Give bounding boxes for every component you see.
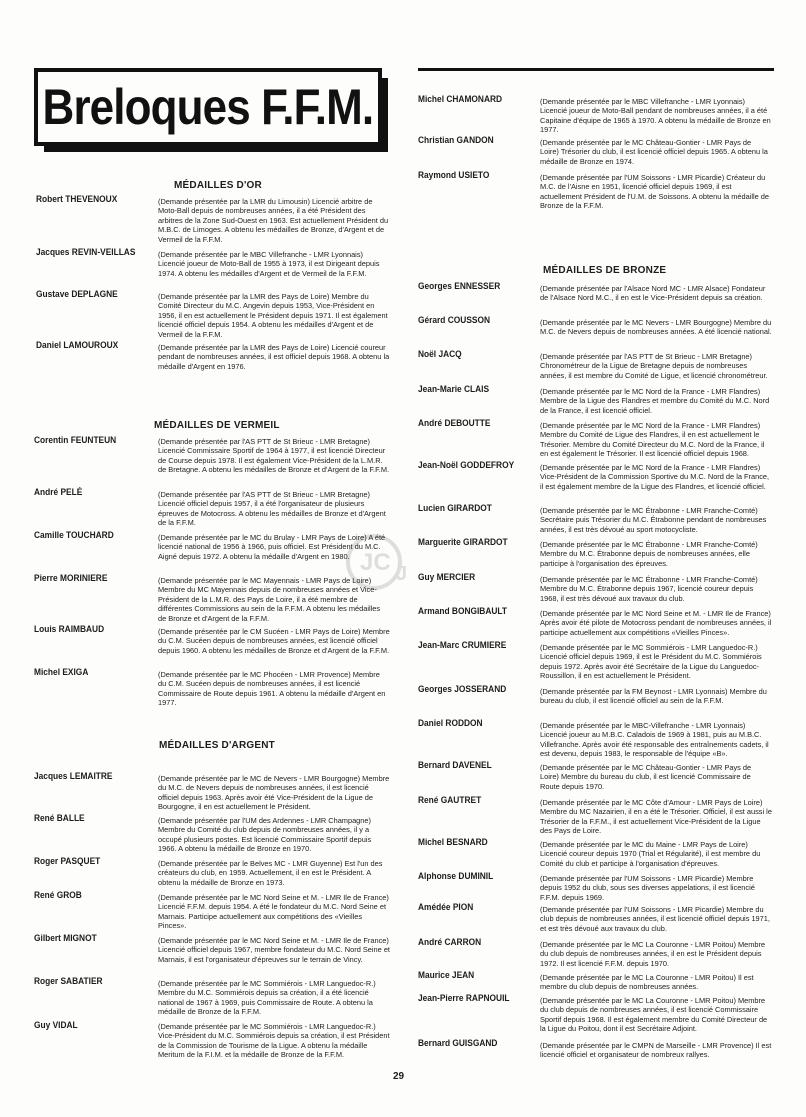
recipient-description: (Demande présentée par le MC Château-Gontier - LMR Pays de Loire) Membre du bureau du club, il est licencié Commissaire de Route depuis 1970. [540,763,752,791]
recipient-name: Jean-Noël GODDEFROY [418,460,515,471]
recipient-description: (Demande présentée par le MC Sommiérois - LMR Languedoc-R.) Vice-Président du M.C. Sommiérois depuis sa création, il est Président de la Commission de Tourisme de la Ligue. A obtenu la médaille Meritum de la F.I.M. et la médaille de Bronze de la F.F.M. [158,1022,390,1060]
recipient-name: Amédée PION [418,902,474,913]
recipient-description: (Demande présentée par le MC du Maine - LMR Pays de Loire) Licencié coureur depuis 1970 (Trial et Régularité), il est membre du Comité du club et participe à l'organisation d'épreuves. [540,840,761,868]
heading-medailles-vermeil: MÉDAILLES DE VERMEIL [154,420,280,431]
recipient-name: René GAUTRET [418,795,482,806]
recipient-name: Armand BONGIBAULT [418,606,508,617]
recipient-description: (Demande présentée par l'Alsace Nord MC - LMR Alsace) Fondateur de l'Alsace Nord M.C., il en est le Vice-Président depuis sa création. [540,284,766,303]
heading-medailles-or: MÉDAILLES D'OR [174,180,262,191]
recipient-name: Gustave DEPLAGNE [36,289,118,300]
svg-text:J: J [396,563,408,585]
page-title: Breloques F.F.M. [42,79,374,135]
recipient-name: Camille TOUCHARD [34,530,114,541]
recipient-name: Georges ENNESSER [418,281,501,292]
top-rule [418,68,774,71]
recipient-description: (Demande présentée par le MC Nord Seine et M. - LMR Ile de France) Après avoir été pilote de Motocross pendant de nombreuses années, il participe actuellement aux compétitions «Vieilles Pinces». [540,609,772,637]
recipient-description: (Demande présentée par le MBC-Villefranche - LMR Lyonnais) Licencié joueur au M.B.C. Caladois de 1969 à 1981, puis au M.B.C. Villefranche. Après avoir été responsable des entraînements cadets, il est devenu, depuis 1983, le responsable de l'équipe «B». [540,721,769,759]
recipient-name: Bernard DAVENEL [418,760,492,771]
recipient-description: (Demande présentée par le MC La Couronne - LMR Poitou) Membre du club depuis de nombreuses années, il en est le Président depuis 1972. Il est licencié F.F.M. depuis 1970. [540,940,766,968]
recipient-name: Noël JACQ [418,349,462,360]
recipient-description: (Demande présentée par le MC Côte d'Amour - LMR Pays de Loire) Membre du MC Nazairien, il en a été le Trésorier. Officiel, il est aussi le Trésorier de la F.F.M., il est actuellement Vice-Président de la Ligue des Pays de Loire. [540,798,772,836]
recipient-description: (Demande présentée par l'AS PTT de St Brieuc - LMR Bretagne) Chronométreur de la Ligue de Bretagne depuis de nombreuses années, il est membre du Comité de Ligue, et licencié chronométreur. [540,352,768,380]
recipient-name: Lucien GIRARDOT [418,503,492,514]
recipient-name: Roger PASQUET [34,856,101,867]
recipient-description: (Demande présentée par le MC Nord Seine et M. - LMR Ile de France) Licencié F.F.M. depuis 1954. A été le fondateur du M.C. Nord Seine et Marnais. Participe actuellement aux compétitions des «Vieilles Pinces». [158,893,389,931]
recipient-name: Jacques REVIN-VEILLAS [36,247,136,258]
recipient-description: (Demande présentée par le MC Mayennais - LMR Pays de Loire) Membre du MC Mayennais depuis de nombreuses années et Vice-Président de la L.M.R. des Pays de Loire, il a été membre de différentes Commissions au sein de la F.F.M. A obtenu les médailles de Bronze et d'Argent de la F.F.M. [158,576,381,623]
recipient-description: (Demande présentée par la FM Beynost - LMR Lyonnais) Membre du bureau du club, il est licencié officiel au sein de la F.F.M. [540,687,767,706]
recipient-description: (Demande présentée par le MC Phocéen - LMR Provence) Membre du C.M. Sucéen depuis de nombreuses années, il est licencié Commissaire de Route depuis 1961. A obtenu la médaille d'Argent en 1977. [158,670,386,708]
recipient-description: (Demande présentée par l'AS PTT de St Brieuc - LMR Bretagne) Licencié Commissaire Sportif de 1964 à 1977, il est licencié Directeur de Course depuis 1978. Il est également Vice-Président de la L.M.R. de Bretagne. A obtenu les médailles de Bronze et d'Argent de la F.F.M. [158,437,390,475]
recipient-name: Guy MERCIER [418,572,476,583]
title-box [34,68,382,146]
recipient-description: (Demande présentée par le MBC Villefranche - LMR Lyonnais) Licencié joueur de Moto-Ball de 1955 à 1973, il est Dirigeant depuis 1974. A obtenu les médailles d'Argent et de Vermeil de la F.F.M. [158,250,380,278]
recipient-name: Louis RAIMBAUD [34,624,105,635]
recipient-description: (Demande présentée par le MC Nord de la France - LMR Flandres) Membre de la Ligue des Flandres et membre du Comité du M.C. Nord de la France, il est licencié officiel. [540,387,770,415]
recipient-name: Jacques LEMAITRE [34,771,113,782]
recipient-name: Bernard GUISGAND [418,1038,498,1049]
heading-medailles-bronze: MÉDAILLES DE BRONZE [543,265,667,276]
recipient-description: (Demande présentée par la LMR des Pays de Loire) Membre du Comité Directeur du M.C. Angevin depuis 1953, Vice-Président en 1956, il en est actuellement le Président depuis 1971. Il est également licencié officiel depuis 1954. A obtenu les médailles d'Argent et de Vermeil de la F.F.M. [158,292,388,339]
recipient-description: (Demande présentée par le CM Sucéen - LMR Pays de Loire) Membre du C.M. Sucéen depuis de nombreuses années, est licencié officiel depuis 1960. A obtenu les médailles de Bronze et d'Argent de la F.F.M. [158,627,390,655]
recipient-description: (Demande présentée par la LMR du Limousin) Licencié arbitre de Moto-Ball depuis de nombreuses années, il a été Président des arbitres de la Zone Sud-Ouest en 1963. Est actuellement Président du M.B.C. de Limoges. A obtenu les médailles de Bronze, d'Argent et de Vermeil de la F.F.M. [158,197,389,244]
page-number: 29 [393,1071,405,1082]
recipient-name: Maurice JEAN [418,970,475,981]
recipient-name: André CARRON [418,937,482,948]
recipient-description: (Demande présentée par le MC Château-Gontier - LMR Pays de Loire) Trésorier du club, il est licencié officiel depuis 1965. A obtenu la médaille de Bronze en 1974. [540,138,768,166]
recipient-name: André PELÉ [34,487,83,498]
recipient-description: (Demande présentée par l'AS PTT de St Brieuc - LMR Bretagne) Licencié officiel depuis 1957, il a été l'organisateur de plusieurs épreuves de Motocross. A obtenu les médailles de Bronze et d'Argent de la F.F.M. [158,490,386,528]
recipient-description: (Demande présentée par le MC de Nevers - LMR Bourgogne) Membre du M.C. de Nevers depuis de nombreuses années, il est licencié officiel depuis 1963. Après avoir été Vice-Président de la Ligue de Bourgogne, il en est actuellement le Président. [158,774,390,812]
recipient-description: (Demande présentée par le MC Nevers - LMR Bourgogne) Membre du M.C. de Nevers depuis de nombreuses années. A été licencié national. [540,318,772,337]
svg-text:JC: JC [360,549,391,576]
heading-medailles-argent: MÉDAILLES D'ARGENT [159,740,275,751]
recipient-description: (Demande présentée par le CMPN de Marseille - LMR Provence) Il est licencié officiel et organisateur de nombreux rallyes. [540,1041,772,1060]
recipient-description: (Demande présentée par l'UM Soissons - LMR Picardie) Membre du club depuis de nombreuses années, il est licencié officiel depuis 1971, et est très dévoué aux travaux du club. [540,905,770,933]
recipient-name: Jean-Marc CRUMIERE [418,640,507,651]
recipient-name: Christian GANDON [418,135,494,146]
recipient-description: (Demande présentée par le MC Sommiérois - LMR Languedoc-R.) Licencié officiel depuis 1969, il est le Président du M.C. Sommiérois depuis 1972. Après avoir été Secrétaire de la Ligue du Languedoc-Roussillon, il en est actuellement le Président. [540,643,762,681]
recipient-name: Gérard COUSSON [418,315,491,326]
recipient-description: (Demande présentée par l'UM des Ardennes - LMR Champagne) Membre du Comité du club depuis de nombreuses années, il y a occupé plusieurs postes. Est licencié Commissaire Sportif depuis 1966. A obtenu la médaille de Bronze en 1970. [158,816,372,854]
recipient-name: Gilbert MIGNOT [34,933,97,944]
recipient-description: (Demande présentée par le Belves MC - LMR Guyenne) Est l'un des créateurs du club, en 1959. Actuellement, il en est le Président. A obtenu la médaille de Bronze en 1973. [158,859,383,887]
recipient-name: Jean-Marie CLAIS [418,384,490,395]
recipient-description: (Demande présentée par le MC Étrabonne - LMR Franche-Comté) Secrétaire puis Trésorier du M.C. Étrabonne pendant de nombreuses années, il est très dévoué au sport motocycliste. [540,506,767,534]
recipient-name: Raymond USIETO [418,170,490,181]
recipient-description: (Demande présentée par le MC Nord de la France - LMR Flandres) Vice-Président de la Commission Sportive du M.C. Nord de la France, il est également membre de la Ligue des Flandres, et licencié officiel. [540,463,770,491]
recipient-name: Michel EXIGA [34,667,89,678]
recipient-name: Daniel LAMOUROUX [36,340,119,351]
recipient-name: Alphonse DUMINIL [418,871,494,882]
recipient-description: (Demande présentée par le MC du Brulay - LMR Pays de Loire) A été licencié national de 1956 à 1966, puis officiel. Est Président du M.C. Aigné depuis 1972. A obtenu la médaille d'Argent en 1980. [158,533,386,561]
recipient-name: Michel BESNARD [418,837,488,848]
recipient-name: René GROB [34,890,82,901]
recipient-name: Marguerite GIRARDOT [418,537,508,548]
recipient-name: Pierre MORINIERE [34,573,108,584]
recipient-description: (Demande présentée par le MBC Villefranche - LMR Lyonnais) Licencié joueur de Moto-Ball pendant de nombreuses années, il a été Capitaine d'équipe de 1965 à 1970. A obtenu la médaille de Bronze en 1977. [540,97,771,135]
recipient-description: (Demande présentée par le MC Sommiérois - LMR Languedoc-R.) Membre du M.C. Sommiérois depuis sa création, il a été licencié national de 1967 à 1969, puis Commissaire de Route. A obtenu la médaille de Bronze de la F.F.M. [158,979,376,1017]
recipient-name: Robert THEVENOUX [36,194,118,205]
recipient-description: (Demande présentée par le MC La Couronne - LMR Poitou) Membre du club depuis de nombreuses années, il est licencié Commissaire Sportif depuis 1968. Il est également membre du Comité Directeur de la Ligue du Poitou, dont il est Secrétaire Adjoint. [540,996,768,1034]
recipient-name: Michel CHAMONARD [418,94,503,105]
recipient-name: Roger SABATIER [34,976,103,987]
recipient-name: André DEBOUTTE [418,418,491,429]
recipient-name: Corentin FEUNTEUN [34,435,117,446]
recipient-name: Georges JOSSERAND [418,684,507,695]
recipient-description: (Demande présentée par le MC Étrabonne - LMR Franche-Comté) Membre du M.C. Étrabonne depuis 1967, licencié coureur depuis 1968, il est très dévoué aux travaux du club. [540,575,758,603]
recipient-name: René BALLE [34,813,85,824]
recipient-name: Jean-Pierre RAPNOUIL [418,993,510,1004]
recipient-description: (Demande présentée par l'UM Soissons - LMR Picardie) Créateur du M.C. de l'Aisne en 1951, licencié officiel depuis 1969, il est actuellement Président de l'U.M. de Soissons. A obtenu la médaille de Bronze de la F.F.M. [540,173,770,211]
recipient-description: (Demande présentée par la LMR des Pays de Loire) Licencié coureur pendant de nombreuses années, il est officiel depuis 1968. A obtenu la médaille d'Argent en 1976. [158,343,390,371]
recipient-description: (Demande présentée par l'UM Soissons - LMR Picardie) Membre depuis 1952 du club, sous ses diverses appelations, il est licencié F.F.M. depuis 1969. [540,874,755,902]
recipient-description: (Demande présentée par le MC Étrabonne - LMR Franche-Comté) Membre du M.C. Étrabonne depuis de nombreuses années, elle participe à l'organisation des épreuves. [540,540,758,568]
recipient-description: (Demande présentée par le MC Nord Seine et M. - LMR Ile de France) Licencié officiel depuis 1967, membre fondateur du M.C. Nord Seine et Marnais, il est l'organisateur d'épreuves sur le terrain de Vincy. [158,936,390,964]
recipient-name: Guy VIDAL [34,1020,78,1031]
recipient-name: Daniel RODDON [418,718,483,729]
recipient-description: (Demande présentée par le MC La Couronne - LMR Poitou) Il est membre du club depuis de nombreuses années. [540,973,754,992]
recipient-description: (Demande présentée par le MC Nord de la France - LMR Flandres) Membre du Comité de Ligue des Flandres, il en est actuellement le Trésorier. Membre du Comité Directeur du M.C. Nord de la France, il en est également le Trésorier. Il est licencié officiel depuis 1968. [540,421,765,459]
